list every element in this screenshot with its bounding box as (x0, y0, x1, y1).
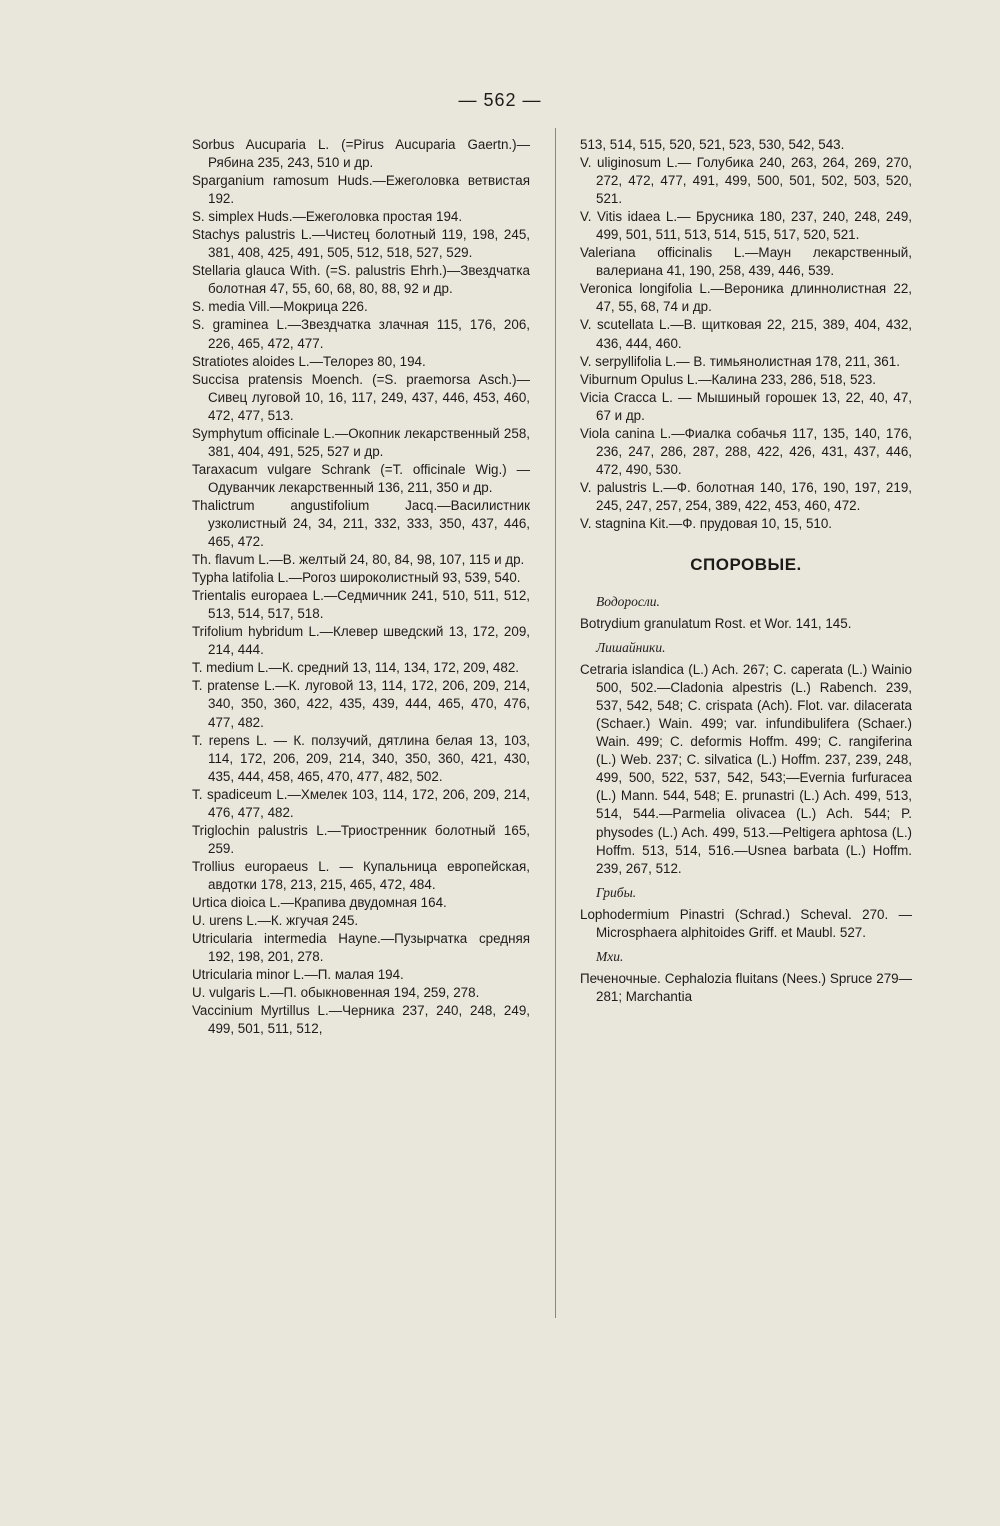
index-entry: Stratiotes aloides L.—Телорез 80, 194. (192, 353, 426, 369)
index-entry: T. medium L.—К. средний 13, 114, 134, 172, 209, 482. (192, 660, 519, 676)
index-entry: Botrydium granulatum Rost. et Wor. 141, 145. (580, 616, 852, 632)
index-entry: Cetraria islandica (L.) Ach. 267; C. caperata (L.) Wainio 500, 502.—Cladonia alpestris (L.) Rabench. 239, 537, 542, 548; C. crispata (Ach). Flot. var. dilacerata (Schaer.) Wain. 499; var. infundibulifera (Schaer.) Wain. 499; C. deformis Hoffm. 499; C. rangiferina (L.) Web. 237; C. silvatica (L.) Hoffm. 237, 239, 248, 499, 500, 522, 537, 542, 543;—Evernia furfuracea (L.) Mann. 544, 548; E. prunastri (L.) Ach. 499, 513, 514, 544.—Parmelia olivacea (L.) Ach. 544; P. physodes (L.) Ach. 499, 513.—Peltigera aphtosa (L.) Hoffm. 513, 514, 516.—Usnea barbata (L.) Hoffm. 239, 267, 512. (580, 662, 912, 876)
index-entry: Utricularia intermedia Hayne.—Пузырчатка средняя 192, 198, 201, 278. (192, 931, 530, 965)
index-entry: Trientalis europaea L.—Седмичник 241, 510, 511, 512, 513, 514, 517, 518. (192, 588, 530, 622)
index-entry: S. media Vill.—Мокрица 226. (192, 299, 368, 315)
index-entry: T. spadiceum L.—Хмелек 103, 114, 172, 206, 209, 214, 476, 477, 482. (192, 786, 530, 820)
index-entry: V. scutellata L.—В. щитковая 22, 215, 389, 404, 432, 436, 444, 460. (580, 317, 912, 351)
mosses-heading: Мхи. (596, 948, 624, 964)
index-entry: 513, 514, 515, 520, 521, 523, 530, 542, 543. (580, 137, 845, 152)
index-entry: Trifolium hybridum L.—Клевер шведский 13, 172, 209, 214, 444. (192, 624, 530, 658)
right-column (580, 136, 912, 1006)
index-entry: Печеночные. Cephalozia fluitans (Nees.) Spruce 279—281; Marchantia (580, 970, 912, 1004)
index-entry: Trollius europaeus L. — Купальница европейская, авдотки 178, 213, 215, 465, 472, 484. (192, 858, 530, 892)
right-entries (580, 136, 912, 533)
index-entry: U. vulgaris L.—П. обыкновенная 194, 259, 278. (192, 985, 480, 1001)
index-entry: Succisa pratensis Moench. (=S. praemorsa Asch.)—Сивец луговой 10, 16, 117, 249, 437, 446, 453, 460, 472, 477, 513. (192, 371, 530, 423)
index-entry: Sparganium ramosum Huds.—Ежеголовка ветвистая 192. (192, 173, 530, 207)
index-entry: V. serpyllifolia L.— В. тимьянолистная 178, 211, 361. (580, 353, 900, 369)
algae-heading: Водоросли. (596, 594, 660, 610)
index-entry: Vicia Cracca L. — Мышиный горошек 13, 22, 40, 47, 67 и др. (580, 389, 912, 423)
index-entry: U. urens L.—К. жгучая 245. (192, 913, 359, 929)
index-entry: V. Vitis idaea L.— Брусника 180, 237, 240, 248, 249, 499, 501, 511, 513, 514, 515, 517, 520, 521. (580, 209, 912, 243)
index-entry: Vaccinium Myrtillus L.—Черника 237, 240, 248, 249, 499, 501, 511, 512, (192, 1003, 530, 1037)
index-entry: Viburnum Opulus L.—Калина 233, 286, 518, 523. (580, 371, 877, 387)
mosses-entries (580, 970, 912, 1006)
index-entry: Viola canina L.—Фиалка собачья 117, 135, 140, 176, 236, 247, 286, 287, 288, 422, 426, 431, 437, 446, 472, 490, 530. (580, 425, 912, 477)
lichens-heading: Лишайники. (596, 640, 666, 656)
algae-entries (580, 615, 912, 633)
index-entry: Thalictrum angustifolium Jacq.—Василистник узколистный 24, 34, 211, 332, 333, 350, 437, 446, 465, 472. (192, 497, 530, 550)
index-entry: Stachys palustris L.—Чистец болотный 119, 198, 245, 381, 408, 425, 491, 505, 512, 518, 527, 529. (192, 227, 530, 261)
index-entry: Veronica longifolia L.—Вероника длиннолистная 22, 47, 55, 68, 74 и др. (580, 281, 912, 315)
index-entry: Valeriana officinalis L.—Маун лекарственный, валериана 41, 190, 258, 439, 446, 539. (580, 245, 912, 279)
index-entry: Lophodermium Pinastri (Schrad.) Scheval. 270. — Microsphaera alphitoides Griff. et Maubl. 527. (580, 906, 912, 940)
index-entry: T. pratense L.—К. луговой 13, 114, 172, 206, 209, 214, 340, 350, 360, 422, 435, 439, 444, 465, 470, 476, 477, 482. (192, 678, 530, 730)
index-entry: V. uliginosum L.— Голубика 240, 263, 264, 269, 270, 272, 472, 477, 491, 499, 500, 501, 502, 503, 520, 521. (580, 155, 912, 207)
index-entry: Triglochin palustris L.—Триостренник болотный 165, 259. (192, 822, 530, 856)
index-entry: Typha latifolia L.—Рогоз широколистный 93, 539, 540. (192, 570, 521, 586)
fungi-entries (580, 906, 912, 942)
index-entry: S. graminea L.—Звездчатка злачная 115, 176, 206, 226, 465, 472, 477. (192, 317, 530, 351)
index-entry: S. simplex Huds.—Ежеголовка простая 194. (192, 209, 463, 225)
index-entry: Symphytum officinale L.—Окопник лекарственный 258, 381, 404, 491, 525, 527 и др. (192, 425, 530, 459)
page-number: — 562 — (458, 90, 542, 110)
index-entry: Sorbus Aucuparia L. (=Pirus Aucuparia Gaertn.)—Рябина 235, 243, 510 и др. (192, 137, 530, 171)
index-entry: Utricularia minor L.—П. малая 194. (192, 967, 404, 983)
section-title: СПОРОВЫЕ. (690, 555, 802, 575)
index-entry: Taraxacum vulgare Schrank (=T. officinale Wig.) — Одуванчик лекарственный 136, 211, 350 и др. (192, 461, 530, 495)
index-entry: T. repens L. — К. ползучий, дятлина белая 13, 103, 114, 172, 206, 209, 214, 340, 350, 360, 421, 430, 435, 444, 458, 465, 470, 477, 482, 502. (192, 732, 530, 784)
index-entry: Th. flavum L.—В. желтый 24, 80, 84, 98, 107, 115 и др. (192, 552, 525, 568)
left-column (192, 136, 530, 1038)
index-entry: Urtica dioica L.—Крапива двудомная 164. (192, 894, 447, 910)
column-divider (555, 128, 556, 1318)
index-entry: V. stagnina Kit.—Ф. прудовая 10, 15, 510. (580, 515, 833, 531)
index-entry: Stellaria glauca With. (=S. palustris Ehrh.)—Звездчатка болотная 47, 55, 60, 68, 80, 88, 92 и др. (192, 263, 530, 297)
fungi-heading: Грибы. (596, 884, 637, 900)
index-entry: V. palustris L.—Ф. болотная 140, 176, 190, 197, 219, 245, 247, 257, 254, 389, 422, 453, 460, 472. (580, 479, 912, 513)
lichens-entries (580, 661, 912, 878)
